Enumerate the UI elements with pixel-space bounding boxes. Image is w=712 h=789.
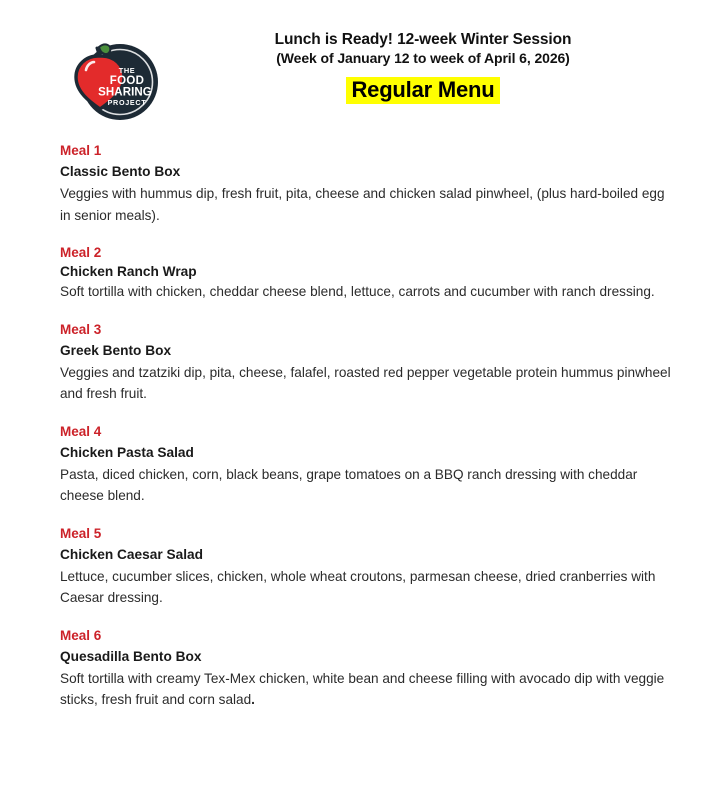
meal-item (60, 244, 674, 303)
meal-description: Veggies and tzatziki dip, pita, cheese, falafel, roasted red pepper vegetable protein hummus pinwheel and fresh fruit. (60, 364, 671, 401)
document-subtitle: (Week of January 12 to week of April 6, 2026) (276, 50, 570, 66)
meal-label: Meal 1 (60, 143, 102, 158)
meal-label: Meal 6 (60, 627, 102, 643)
menu-type-container (188, 77, 658, 104)
menu-type-heading: Regular Menu (346, 77, 499, 104)
meal-description-text: Soft tortilla with creamy Tex-Mex chicken, white bean and cheese filling with avocado dip with veggie sticks, fresh fruit and corn salad (60, 670, 665, 707)
meal-item (60, 525, 674, 609)
meal-item (60, 423, 674, 507)
meal-label: Meal 3 (60, 321, 102, 337)
meal-name: Quesadilla Bento Box (60, 648, 202, 664)
logo-text-food: FOOD (109, 75, 145, 87)
meal-name: Chicken Caesar Salad (60, 546, 204, 562)
meal-item (60, 142, 674, 226)
meal-label: Meal 5 (60, 525, 102, 541)
logo-text-sharing: SHARING (98, 86, 152, 99)
document-title: Lunch is Ready! 12-week Winter Session (274, 31, 572, 48)
logo-text-project: PROJECT (107, 98, 147, 107)
meal-name: Greek Bento Box (60, 342, 172, 358)
logo-text-the: THE (118, 66, 136, 75)
meal-description: Lettuce, cucumber slices, chicken, whole wheat croutons, parmesan cheese, dried cranberries with Caesar dressing. (60, 568, 656, 605)
document-header (0, 0, 712, 128)
meal-item (60, 627, 674, 711)
meal-description: Veggies with hummus dip, fresh fruit, pita, cheese and chicken salad pinwheel, (plus hard-boiled egg in senior meals). (60, 186, 665, 223)
meal-name: Chicken Ranch Wrap (60, 264, 197, 279)
meal-description: Pasta, diced chicken, corn, black beans, grape tomatoes on a BBQ ranch dressing with cheddar cheese blend. (60, 466, 638, 503)
meal-item (60, 321, 674, 405)
meal-description-period: . (251, 692, 255, 707)
title-block (188, 30, 658, 104)
meal-description (60, 668, 674, 711)
meal-label: Meal 4 (60, 423, 102, 439)
meal-name: Chicken Pasta Salad (60, 444, 194, 460)
meal-name: Classic Bento Box (60, 164, 181, 179)
meal-label: Meal 2 (60, 245, 102, 260)
organization-logo (68, 30, 160, 126)
meal-description: Soft tortilla with chicken, cheddar cheese blend, lettuce, carrots and cucumber with ranch dressing. (60, 284, 655, 299)
meal-list (60, 142, 674, 711)
